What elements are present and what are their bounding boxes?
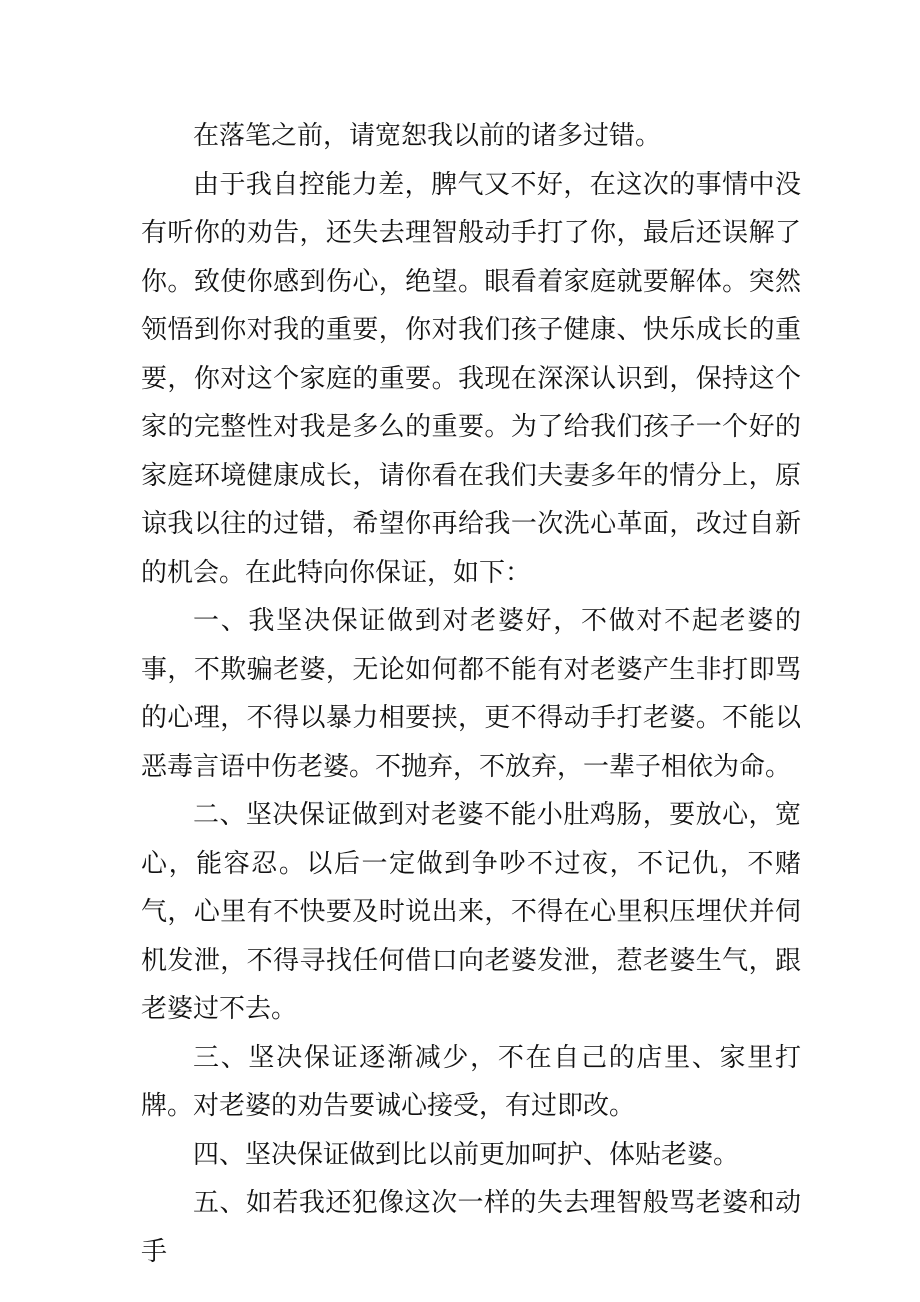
paragraph-pledge-1: 一、我坚决保证做到对老婆好，不做对不起老婆的事，不欺骗老婆，无论如何都不能有对老婆产生非打即骂的心理，不得以暴力相要挟，更不得动手打老婆。不能以恶毒言语中伤老婆。不抛弃，不放弃，一辈子相依为命。 xyxy=(141,606,801,782)
document-body xyxy=(141,112,801,1276)
paragraph-pledge-4: 四、坚决保证做到比以前更加呵护、体贴老婆。 xyxy=(193,1139,740,1170)
paragraph-pledge-3: 三、坚决保证逐渐减少，不在自己的店里、家里打牌。对老婆的劝告要诚心接受，有过即改。 xyxy=(141,1042,801,1121)
paragraph-opening: 在落笔之前，请宽恕我以前的诸多过错。 xyxy=(193,121,662,151)
paragraph-pledge-2: 二、坚决保证做到对老婆不能小肚鸡肠，要放心，宽心，能容忍。以后一定做到争吵不过夜，不记仇，不赌气，心里有不快要及时说出来，不得在心里积压埋伏并伺机发泄，不得寻找任何借口向老婆发泄，惹老婆生气，跟老婆过不去。 xyxy=(141,800,801,1024)
paragraph-pledge-5: 五、如若我还犯像这次一样的失去理智般骂老婆和动手 xyxy=(141,1188,801,1267)
paragraph-apology: 由于我自控能力差，脾气又不好，在这次的事情中没有听你的劝告，还失去理智般动手打了你，最后还误解了你。致使你感到伤心，绝望。眼看着家庭就要解体。突然领悟到你对我的重要，你对我们孩子健康、快乐成长的重要，你对这个家庭的重要。我现在深深认识到，保持这个家的完整性对我是多么的重要。为了给我们孩子一个好的家庭环境健康成长，请你看在我们夫妻多年的情分上，原谅我以往的过错，希望你再给我一次洗心革面，改过自新的机会。在此特向你保证，如下： xyxy=(141,169,801,588)
